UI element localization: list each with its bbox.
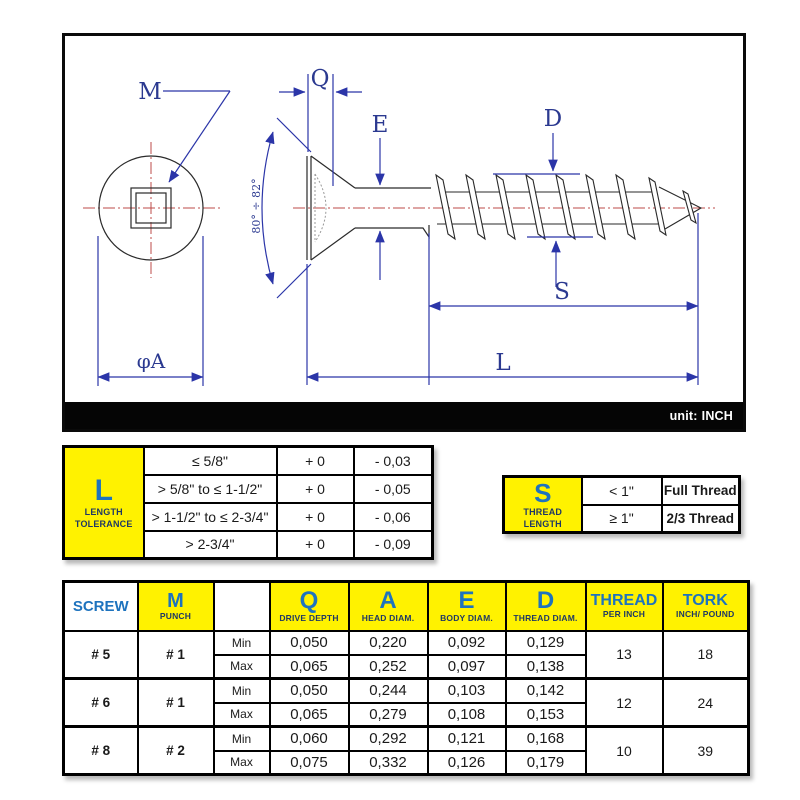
thread-result-cell: 2/3 Thread bbox=[662, 505, 740, 533]
e-max-cell: 0,108 bbox=[428, 703, 506, 727]
thread-condition-cell: ≥ 1" bbox=[582, 505, 662, 533]
thread-length-table bbox=[502, 475, 741, 534]
max-label-cell: Max bbox=[214, 703, 270, 727]
header-e-letter: E bbox=[458, 586, 475, 614]
tolerance-minus-cell: - 0,05 bbox=[354, 475, 433, 503]
min-label-cell: Min bbox=[214, 679, 270, 703]
tolerance-caption-line2: TOLERANCE bbox=[74, 518, 133, 529]
header-e bbox=[428, 582, 506, 631]
min-label-cell: Min bbox=[214, 727, 270, 751]
table-row bbox=[64, 631, 749, 655]
a-max-cell: 0,279 bbox=[349, 703, 428, 727]
a-min-cell: 0,220 bbox=[349, 631, 428, 655]
tolerance-plus-cell: + 0 bbox=[277, 503, 354, 531]
thread-key-cell bbox=[504, 477, 582, 533]
q-max-cell: 0,075 bbox=[270, 751, 349, 775]
header-e-sub: BODY DIAM. bbox=[440, 612, 493, 623]
dim-label-l: L bbox=[495, 350, 511, 376]
length-tolerance-table bbox=[62, 445, 434, 560]
header-m-letter: M bbox=[167, 589, 184, 612]
thread-per-inch-cell: 12 bbox=[586, 679, 663, 727]
d-min-cell: 0,129 bbox=[506, 631, 586, 655]
min-label-cell: Min bbox=[214, 631, 270, 655]
dim-label-s: S bbox=[554, 279, 570, 305]
tolerance-minus-cell: - 0,03 bbox=[354, 447, 433, 475]
thread-profile bbox=[436, 175, 701, 239]
punch-cell: # 2 bbox=[138, 727, 214, 775]
q-min-cell: 0,050 bbox=[270, 679, 349, 703]
tolerance-range-cell: > 2-3/4" bbox=[144, 531, 277, 559]
d-min-cell: 0,142 bbox=[506, 679, 586, 703]
tolerance-caption-line1: LENGTH bbox=[84, 506, 123, 517]
e-min-cell: 0,092 bbox=[428, 631, 506, 655]
thread-caption-line2: LENGTH bbox=[523, 518, 562, 529]
head-angle-label: 80° ÷ 82° bbox=[250, 178, 263, 234]
a-max-cell: 0,252 bbox=[349, 655, 428, 679]
table-row bbox=[64, 679, 749, 703]
table-row bbox=[64, 727, 749, 751]
tolerance-key-caption bbox=[65, 506, 143, 530]
dim-label-m: M bbox=[138, 79, 162, 105]
tolerance-minus-cell: - 0,06 bbox=[354, 503, 433, 531]
header-a-letter: A bbox=[379, 586, 397, 614]
q-min-cell: 0,060 bbox=[270, 727, 349, 751]
technical-drawing-panel bbox=[62, 33, 746, 432]
tolerance-plus-cell: + 0 bbox=[277, 475, 354, 503]
unit-value-label: INCH bbox=[701, 408, 733, 423]
unit-bar bbox=[65, 402, 743, 429]
header-m-sub: PUNCH bbox=[159, 610, 192, 621]
header-tork-word: TORK bbox=[682, 592, 728, 610]
max-label-cell: Max bbox=[214, 751, 270, 775]
screw-size-cell: # 8 bbox=[64, 727, 138, 775]
header-d bbox=[506, 582, 586, 631]
q-max-cell: 0,065 bbox=[270, 703, 349, 727]
a-min-cell: 0,244 bbox=[349, 679, 428, 703]
thread-per-inch-cell: 13 bbox=[586, 631, 663, 679]
thread-per-inch-cell: 10 bbox=[586, 727, 663, 775]
a-min-cell: 0,292 bbox=[349, 727, 428, 751]
tolerance-plus-cell: + 0 bbox=[277, 447, 354, 475]
tork-cell: 24 bbox=[663, 679, 749, 727]
dim-label-e: E bbox=[371, 112, 389, 138]
d-max-cell: 0,179 bbox=[506, 751, 586, 775]
diameter-a-label: φA bbox=[136, 349, 166, 373]
thread-result-cell: Full Thread bbox=[662, 477, 740, 505]
e-max-cell: 0,126 bbox=[428, 751, 506, 775]
screw-size-cell: # 6 bbox=[64, 679, 138, 727]
tolerance-range-cell: > 5/8" to ≤ 1-1/2" bbox=[144, 475, 277, 503]
q-min-cell: 0,050 bbox=[270, 631, 349, 655]
thread-key-caption bbox=[505, 506, 581, 530]
d-min-cell: 0,168 bbox=[506, 727, 586, 751]
header-d-letter: D bbox=[536, 586, 555, 614]
tolerance-range-cell: > 1-1/2" to ≤ 2-3/4" bbox=[144, 503, 277, 531]
header-tork bbox=[663, 582, 749, 631]
tork-cell: 39 bbox=[663, 727, 749, 775]
tolerance-key-letter: L bbox=[94, 473, 113, 507]
dim-label-d: D bbox=[543, 106, 563, 132]
thread-key-letter: S bbox=[534, 477, 552, 508]
screw-diagram bbox=[65, 36, 743, 402]
punch-cell: # 1 bbox=[138, 631, 214, 679]
header-thread bbox=[586, 582, 663, 631]
thread-caption-line1: THREAD bbox=[523, 506, 563, 517]
header-q-letter: Q bbox=[299, 586, 319, 614]
tolerance-range-cell: ≤ 5/8" bbox=[144, 447, 277, 475]
tolerance-key-cell bbox=[64, 447, 144, 559]
screw-spec-table bbox=[62, 580, 750, 776]
q-max-cell: 0,065 bbox=[270, 655, 349, 679]
e-max-cell: 0,097 bbox=[428, 655, 506, 679]
a-max-cell: 0,332 bbox=[349, 751, 428, 775]
thread-condition-cell: < 1" bbox=[582, 477, 662, 505]
punch-cell: # 1 bbox=[138, 679, 214, 727]
e-min-cell: 0,121 bbox=[428, 727, 506, 751]
tolerance-minus-cell: - 0,09 bbox=[354, 531, 433, 559]
d-max-cell: 0,153 bbox=[506, 703, 586, 727]
header-thread-word: THREAD bbox=[590, 592, 658, 610]
screw-size-cell: # 5 bbox=[64, 631, 138, 679]
e-min-cell: 0,103 bbox=[428, 679, 506, 703]
header-screw: SCREW bbox=[64, 582, 138, 631]
header-d-sub: THREAD DIAM. bbox=[513, 612, 578, 623]
header-thread-sub: PER INCH bbox=[602, 609, 646, 620]
header-a-sub: HEAD DIAM. bbox=[361, 612, 415, 623]
header-q bbox=[270, 582, 349, 631]
tolerance-plus-cell: + 0 bbox=[277, 531, 354, 559]
d-max-cell: 0,138 bbox=[506, 655, 586, 679]
header-m-punch bbox=[138, 582, 214, 631]
header-a bbox=[349, 582, 428, 631]
dim-label-q: Q bbox=[310, 66, 330, 92]
header-tork-sub: INCH/ POUND bbox=[676, 609, 735, 620]
header-blank bbox=[214, 582, 270, 631]
unit-prefix-label: unit: bbox=[669, 408, 698, 423]
dimension-lines bbox=[98, 74, 698, 386]
header-q-sub: DRIVE DEPTH bbox=[279, 612, 339, 623]
tork-cell: 18 bbox=[663, 631, 749, 679]
max-label-cell: Max bbox=[214, 655, 270, 679]
centerlines bbox=[83, 142, 715, 278]
